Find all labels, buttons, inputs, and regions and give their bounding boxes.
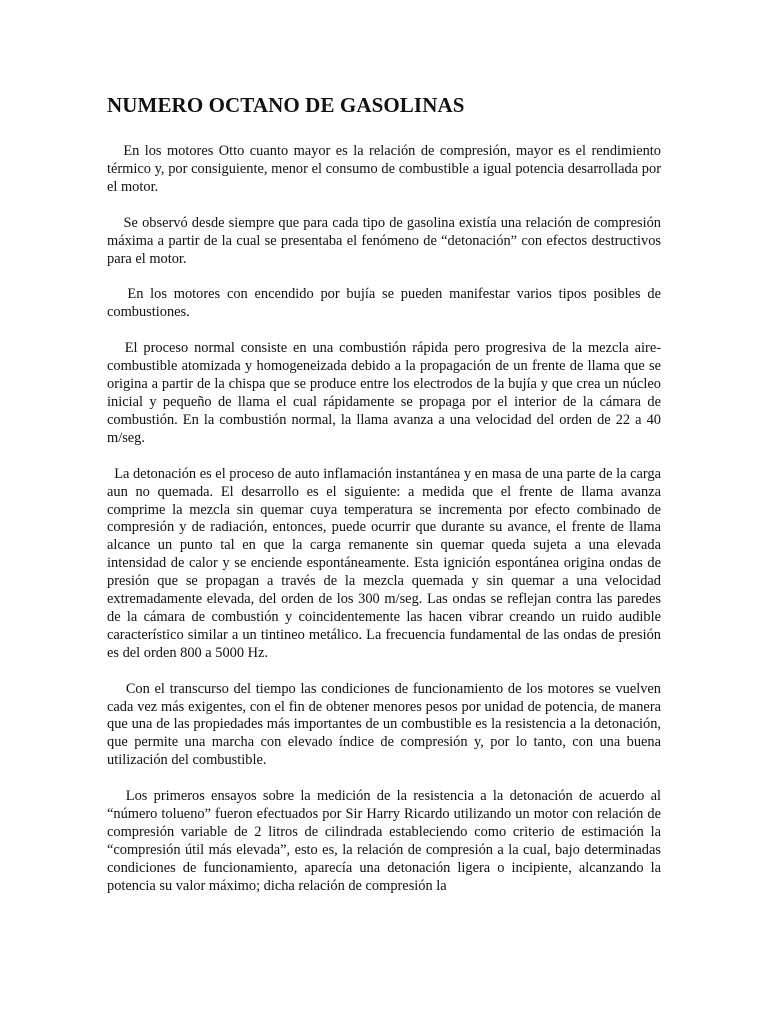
- paragraph-detonation-process: La detonación es el proceso de auto inflamación instantánea y en masa de una parte de la carga aun no quemada. El desarrollo es el siguiente: a medida que el frente de llama avanza comprime la mezcla sin quemar cuya temperatura se incrementa por efecto combinado de compresión y de radiación, entonces, puede ocurrir que durante su avance, el frente de llama alcance un punto tal en que la carga remanente sin quemar queda sujeta a una elevada intensidad de calor y se enciende espontáneamente. Esta ignición espontánea origina ondas de presión que se propagan a través de la mezcla quemada y sin quemar a una velocidad extremadamente elevada, del orden de los 300 m/seg. Las ondas se reflejan contra las paredes de la cámara de combustión y coincidentemente las hacen vibrar creando un ruido audible característico similar a un tintineo metálico. La frecuencia fundamental de las ondas de presión es del orden 800 a 5000 Hz.: [107, 465, 661, 661]
- paragraph-normal-process: El proceso normal consiste en una combustión rápida pero progresiva de la mezcla aire-combustible atomizada y homogeneizada debido a la propagación de un frente de llama que se origina a partir de la chispa que se produce entre los electrodos de la bujía y que crea un núcleo inicial y pequeño de llama el cual rápidamente se propaga por el interior de la cámara de combustión. En la combustión normal, la llama avanza a una velocidad del orden de 22 a 40 m/seg.: [107, 340, 661, 446]
- paragraph-first-tests: Los primeros ensayos sobre la medición de la resistencia a la detonación de acuerdo al “número tolueno” fueron efectuados por Sir Harry Ricardo utilizando un motor con relación de compresión variable de 2 litros de cilindrada estableciendo como criterio de estimación la “compresión útil más elevada”, esto es, la relación de compresión a la cual, bajo determinadas condiciones de funcionamiento, aparecía una detonación ligera o incipiente, alcanzando la potencia su valor máximo; dicha relación de compresión la: [107, 788, 661, 894]
- paragraph-detonation-observed: Se observó desde siempre que para cada tipo de gasolina existía una relación de compresión máxima a partir de la cual se presentaba el fenómeno de “detonación” con efectos destructivos para el motor.: [107, 214, 661, 267]
- paragraph-otto-engines: En los motores Otto cuanto mayor es la relación de compresión, mayor es el rendimiento térmico y, por consiguiente, menor el consumo de combustible a igual potencia desarrollada por el motor.: [107, 143, 661, 195]
- paragraph-operating-conditions: Con el transcurso del tiempo las condiciones de funcionamiento de los motores se vuelven cada vez más exigentes, con el fin de obtener menores pesos por unidad de potencia, de manera que una de las propiedades más importantes de un combustible es la resistencia a la detonación, que permite una marcha con elevado índice de compresión y, por lo tanto, con una buena utilización del combustible.: [107, 680, 661, 769]
- document-page: [107, 92, 661, 896]
- paragraph-combustion-types: En los motores con encendido por bujía se pueden manifestar varios tipos posibles de combustiones.: [107, 286, 661, 321]
- document-title: NUMERO OCTANO DE GASOLINAS: [107, 93, 465, 117]
